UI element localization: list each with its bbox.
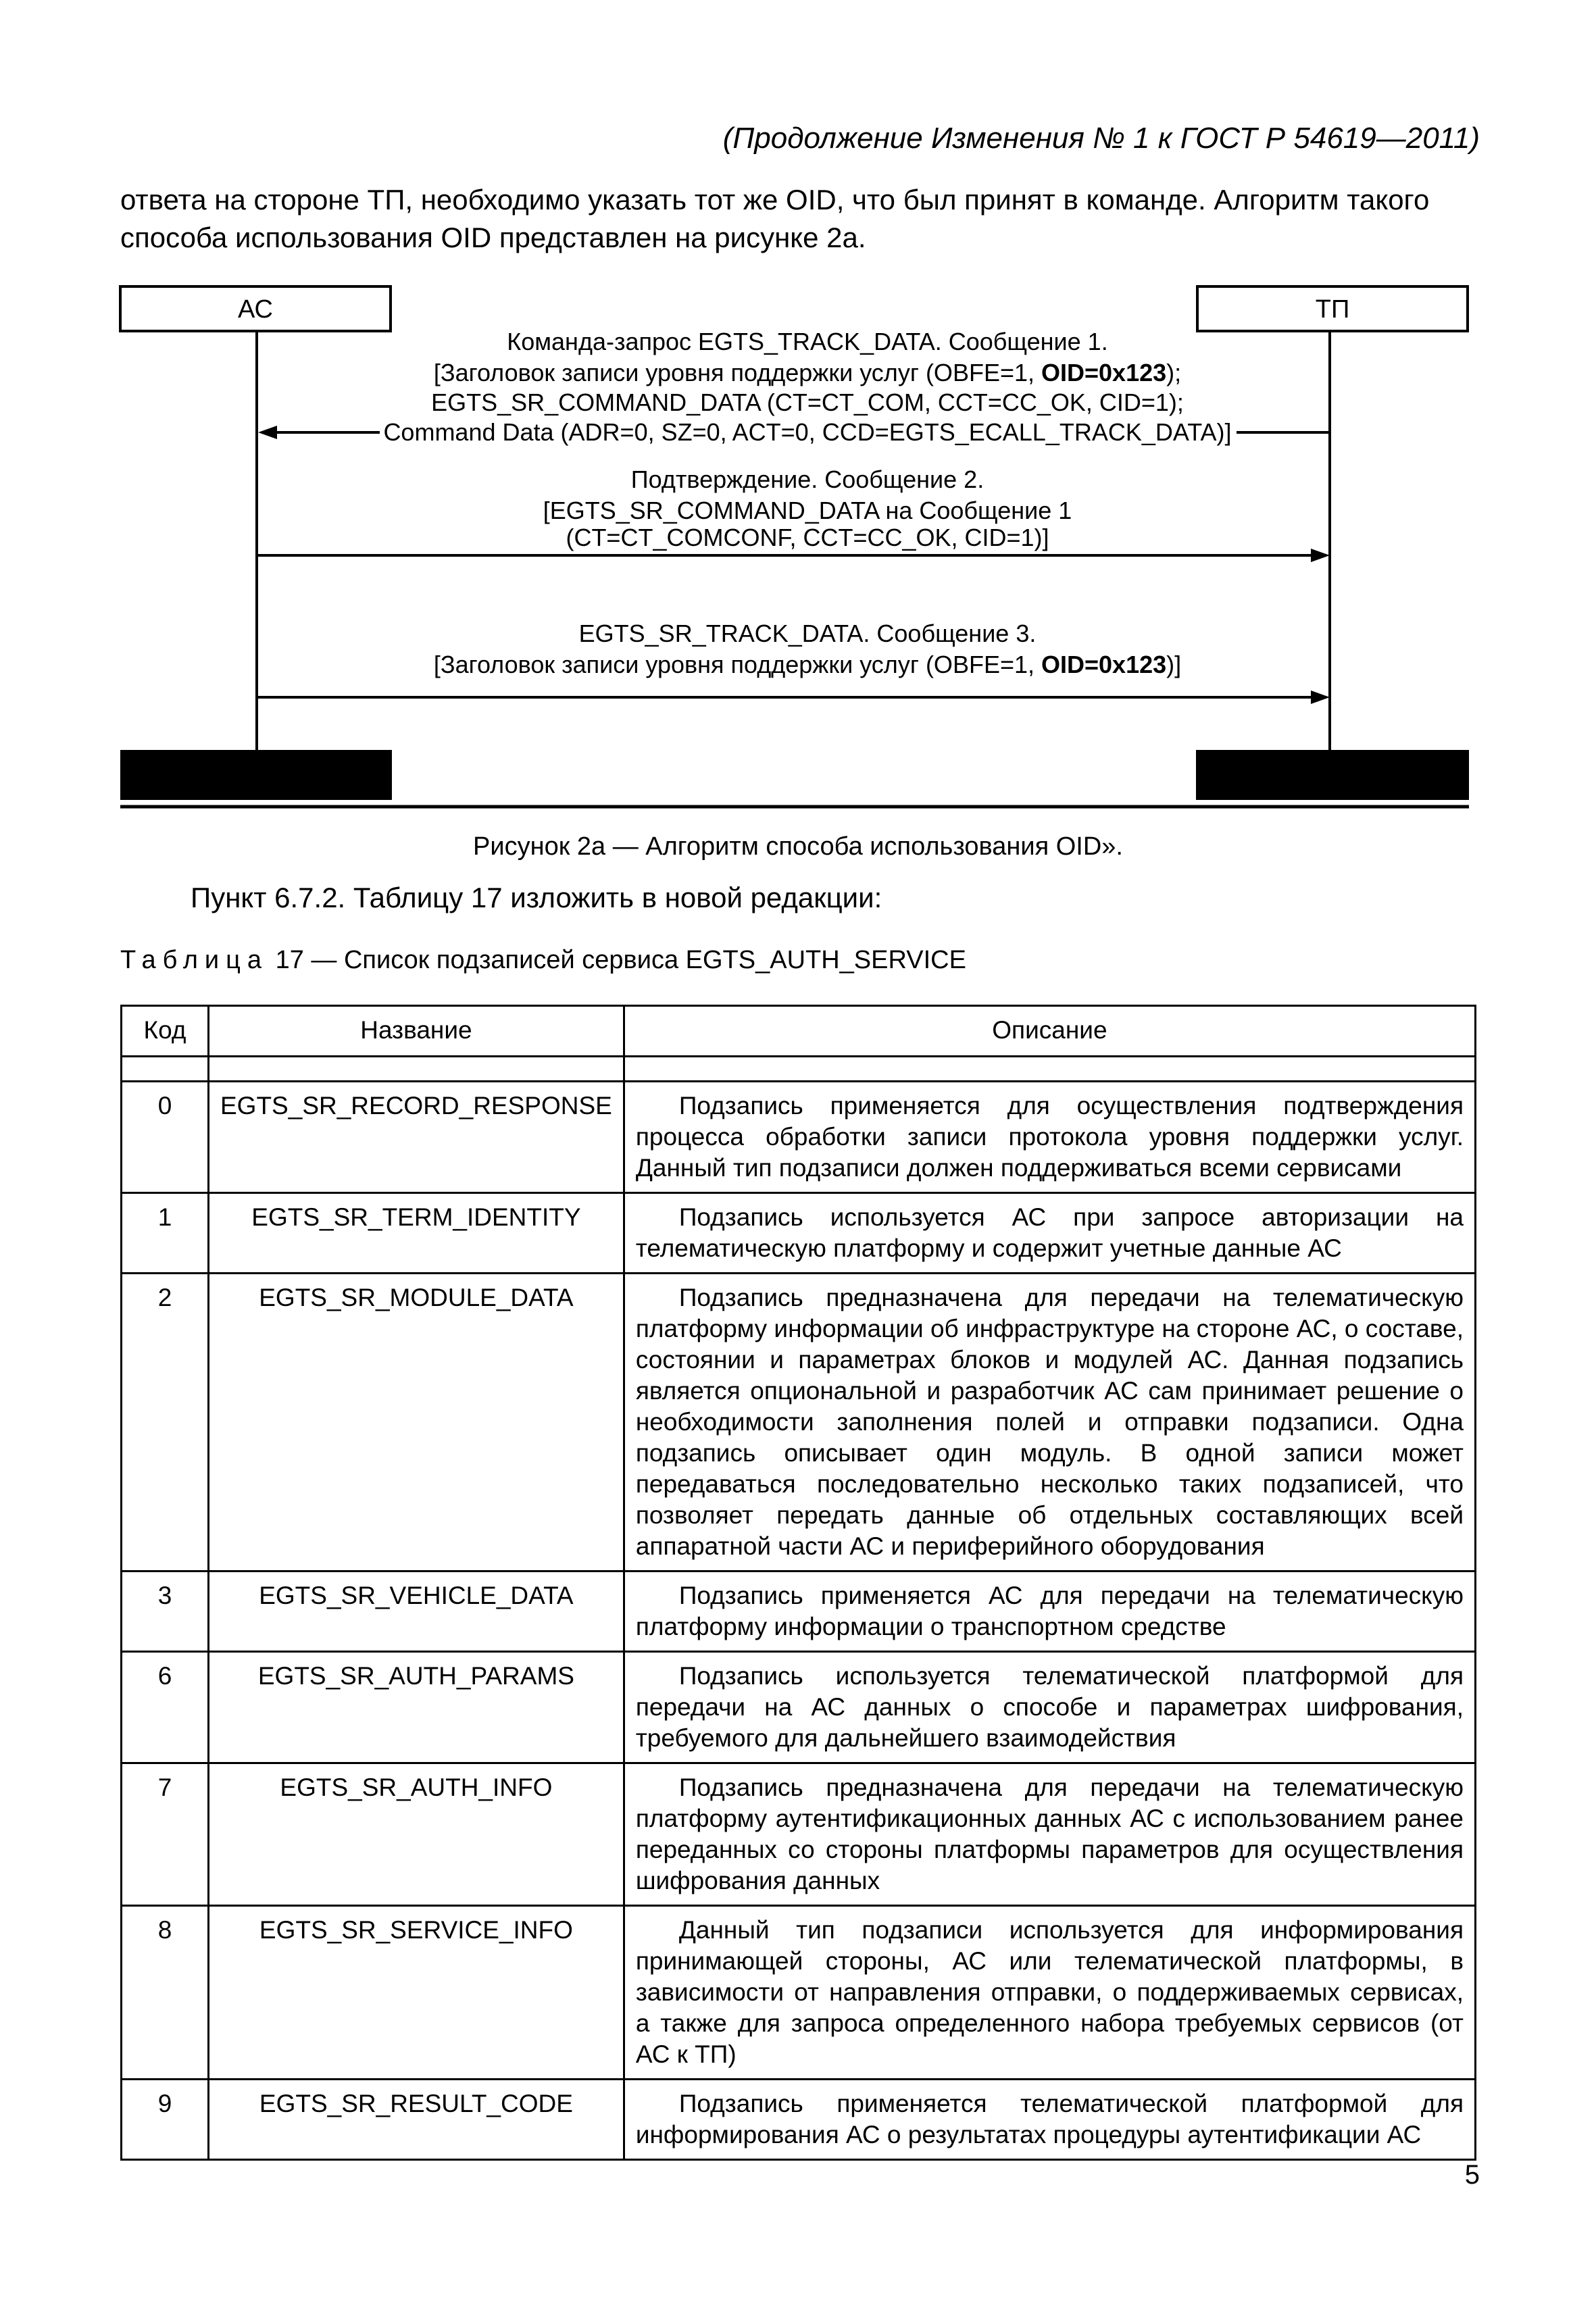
cell-code: 7 bbox=[122, 1763, 209, 1906]
page-number: 5 bbox=[1464, 2160, 1480, 2190]
msg1-line2: [Заголовок записи уровня поддержки услуг (OBFE=1, OID=0x123); bbox=[433, 359, 1182, 386]
table-row bbox=[122, 1652, 1476, 1763]
msg2-line2: [EGTS_SR_COMMAND_DATA на Сообщение 1 bbox=[543, 497, 1072, 524]
intro-paragraph: ответа на стороне ТП, необходимо указать тот же OID, что был принят в команде. Алгоритм такого способа использования OID представлен на рисунке 2а. bbox=[120, 184, 1430, 253]
cell-code: 2 bbox=[122, 1274, 209, 1571]
amendment-paragraph: Пункт 6.7.2. Таблицу 17 изложить в новой редакции: bbox=[191, 882, 882, 913]
msg2-arrowhead bbox=[1311, 549, 1330, 562]
cell-code: 9 bbox=[122, 2080, 209, 2160]
msg3-arrowhead bbox=[1311, 690, 1330, 704]
cell-description: Подзапись предназначена для передачи на телематическую платформу аутентификационных данных АС с использованием ранее переданных со стороны платформы параметров для осуществления шифрования данных bbox=[624, 1763, 1475, 1906]
table-caption-label: Таблица bbox=[120, 946, 268, 974]
table-header-row bbox=[122, 1006, 1476, 1057]
msg3-line1: EGTS_SR_TRACK_DATA. Сообщение 3. bbox=[578, 620, 1037, 647]
box-as-label: АС bbox=[238, 295, 273, 324]
cell-description: Подзапись применяется для осуществления подтверждения процесса обработки записи протокола уровня поддержки услуг. Данный тип подзаписи должен поддерживаться всеми сервисами bbox=[624, 1082, 1475, 1193]
table-caption bbox=[120, 946, 966, 975]
cell-description: Подзапись применяется телематической платформой для информирования АС о результатах процедуры аутентификации АС bbox=[624, 2080, 1475, 2160]
continuation-header: (Продолжение Изменения № 1 к ГОСТ Р 54619—2011) bbox=[722, 122, 1480, 155]
header-description: Описание bbox=[624, 1006, 1475, 1057]
table-row bbox=[122, 1193, 1476, 1274]
sequence-diagram bbox=[0, 0, 1596, 818]
cell-code: 3 bbox=[122, 1571, 209, 1652]
table-row bbox=[122, 1571, 1476, 1652]
cell-name: EGTS_SR_TERM_IDENTITY bbox=[209, 1193, 624, 1274]
subrecords-table bbox=[120, 1005, 1476, 2161]
table-row bbox=[122, 1274, 1476, 1571]
cell-name: EGTS_SR_AUTH_INFO bbox=[209, 1763, 624, 1906]
cell-description: Подзапись предназначена для передачи на телематическую платформу информации об инфраструктуре на стороне АС, о составе, состоянии и параметрах блоков и модулей АС. Данная подзапись является опциональной и разработчик АС сам принимает решение о необходимости заполнения полей и отправки подзаписи. Одна подзапись описывает один модуль. В одной записи может передаваться последовательно несколько таких подзаписей, что позволяет передать данные об отдельных составляющих всей аппаратной части АС и периферийного оборудования bbox=[624, 1274, 1475, 1571]
msg1-line3: EGTS_SR_COMMAND_DATA (CT=CT_COM, CCT=CC_OK, CID=1); bbox=[431, 388, 1184, 416]
cell-code: 0 bbox=[122, 1082, 209, 1193]
table-row bbox=[122, 1763, 1476, 1906]
header-code: Код bbox=[122, 1006, 209, 1057]
cell-description: Подзапись используется телематической платформой для передачи на АС данных о способе и параметрах шифрования, требуемого для дальнейшего взаимодействия bbox=[624, 1652, 1475, 1763]
cell-code: 6 bbox=[122, 1652, 209, 1763]
table-row bbox=[122, 1082, 1476, 1193]
end-block-tp bbox=[1196, 750, 1469, 800]
msg2-line1: Подтверждение. Сообщение 2. bbox=[630, 466, 984, 493]
msg1-line4: Command Data (ADR=0, SZ=0, ACT=0, CCD=EGTS_ECALL_TRACK_DATA)] bbox=[383, 418, 1232, 446]
table-caption-text: 17 — Список подзаписей сервиса EGTS_AUTH_SERVICE bbox=[275, 946, 966, 974]
msg1-arrowhead bbox=[258, 426, 277, 439]
header-name: Название bbox=[209, 1006, 624, 1057]
msg1-line1: Команда-запрос EGTS_TRACK_DATA. Сообщение 1. bbox=[507, 328, 1108, 355]
msg2-line3: (CT=CT_COMCONF, CCT=CC_OK, CID=1)] bbox=[566, 524, 1049, 551]
cell-name: EGTS_SR_RESULT_CODE bbox=[209, 2080, 624, 2160]
cell-code: 8 bbox=[122, 1906, 209, 2080]
box-tp-label: ТП bbox=[1315, 295, 1350, 324]
table-row bbox=[122, 1906, 1476, 2080]
cell-description: Подзапись используется АС при запросе авторизации на телематическую платформу и содержит учетные данные АС bbox=[624, 1193, 1475, 1274]
cell-name: EGTS_SR_RECORD_RESPONSE bbox=[209, 1082, 624, 1193]
table-row bbox=[122, 2080, 1476, 2160]
cell-description: Данный тип подзаписи используется для информирования принимающей стороны, АС или телематической платформы, в зависимости от направления отправки, о поддерживаемых сервисах, а также для запроса определенного набора требуемых сервисов (от АС к ТП) bbox=[624, 1906, 1475, 2080]
cell-name: EGTS_SR_MODULE_DATA bbox=[209, 1274, 624, 1571]
figure-caption: Рисунок 2а — Алгоритм способа использования OID». bbox=[473, 832, 1123, 861]
cell-description: Подзапись применяется АС для передачи на телематическую платформу информации о транспортном средстве bbox=[624, 1571, 1475, 1652]
cell-name: EGTS_SR_SERVICE_INFO bbox=[209, 1906, 624, 2080]
header-spacer-row bbox=[122, 1057, 1476, 1082]
cell-code: 1 bbox=[122, 1193, 209, 1274]
cell-name: EGTS_SR_VEHICLE_DATA bbox=[209, 1571, 624, 1652]
msg3-line2: [Заголовок записи уровня поддержки услуг (OBFE=1, OID=0x123)] bbox=[433, 651, 1182, 678]
cell-name: EGTS_SR_AUTH_PARAMS bbox=[209, 1652, 624, 1763]
end-block-as bbox=[120, 750, 392, 800]
